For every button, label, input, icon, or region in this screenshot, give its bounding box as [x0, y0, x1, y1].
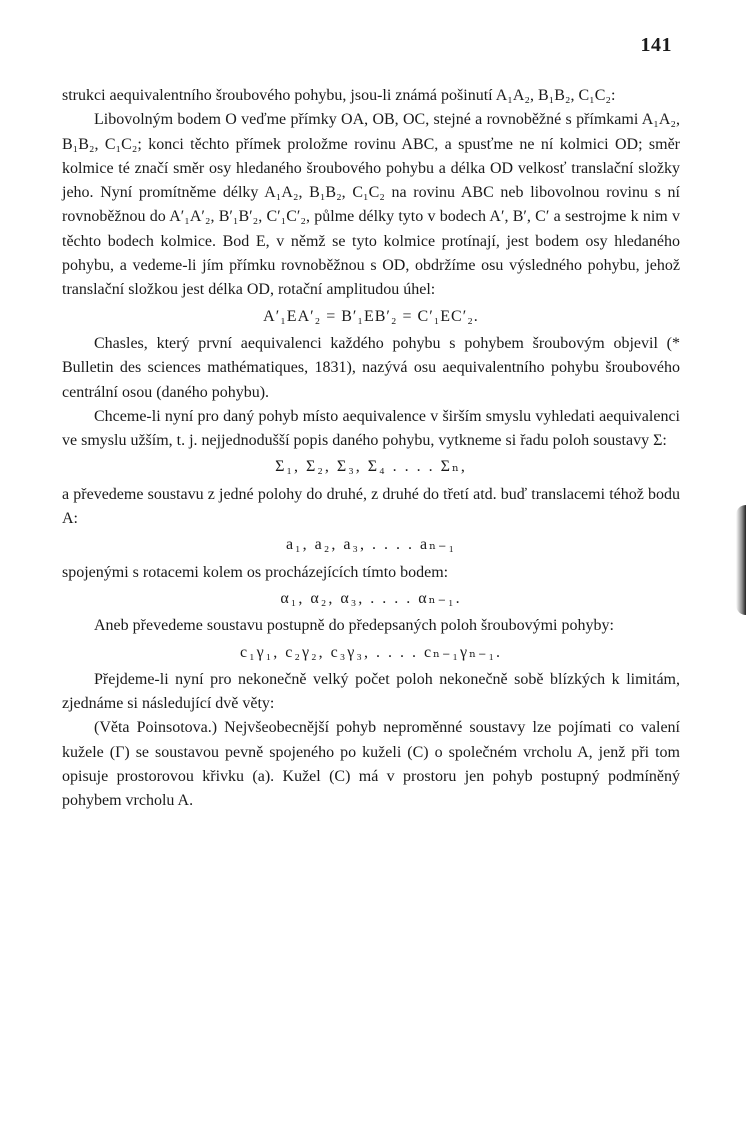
paragraph: spojenými s rotacemi kolem os procházejících tímto bodem: — [62, 563, 449, 581]
formula-line: Σ₁, Σ₂, Σ₃, Σ₄ . . . . Σₙ, — [275, 458, 467, 476]
paragraph: Aneb převedeme soustavu postupně do předepsaných poloh šroubovými pohyby: — [94, 617, 614, 635]
page-body — [62, 84, 680, 814]
formula-line: c₁γ₁, c₂γ₂, c₃γ₃, . . . . cₙ₋₁γₙ₋₁. — [239, 643, 503, 661]
page-number: 141 — [640, 34, 672, 56]
paragraph: Chceme-li nyní pro daný pohyb místo aequivalence v širším smyslu vyhledati aequivalenci ve smyslu užším, t. j. nejjednodušší popis daného pohybu, vytkneme si řadu poloh soustavy Σ: — [62, 407, 680, 450]
paragraph: Chasles, který první aequivalenci každého pohybu s pohybem šroubovým objevil (* Bulletin des sciences mathématiques, 1831), nazývá osu aequivalentního pohybu šroubového centrální osou (daného pohybu). — [62, 334, 680, 401]
paragraph: a převedeme soustavu z jedné polohy do druhé, z druhé do třetí atd. buď translacemi téhož bodu A: — [62, 485, 680, 528]
paragraph: (Věta Poinsotova.) Nejvšeobecnější pohyb neproměnné soustavy lze pojímati co valení kužele (Γ) se soustavou pevně spojeného po kuželi (C) o společném vrcholu A, jenž při tom opisuje prostorovou křivku (a). Kužel (C) má v prostoru jen pohyb postupný podmíněný pohybem vrcholu A. — [62, 719, 680, 810]
formula-line: A′₁EA′₂ = B′₁EB′₂ = C′₁EC′₂. — [263, 307, 479, 325]
formula-line: α₁, α₂, α₃, . . . . αₙ₋₁. — [280, 589, 462, 607]
formula-line: a₁, a₂, a₃, . . . . aₙ₋₁ — [285, 536, 457, 554]
paragraph: Libovolným bodem O veďme přímky OA, OB, OC, stejné a rovnoběžné s přímkami A₁A₂, B₁B₂, C₁C₂; konci těchto přímek proložme rovinu ABC, a spusťme ne ní kolmici OD; směr kolmice té značí směr osy hledaného šroubového pohybu a délka OD velkosť translační složky jeho. Nyní promítněme délky A₁A₂, B₁B₂, C₁C₂ na rovinu ABC neb libovolnou rovinu s ní rovnoběžnou do A′₁A′₂, B′₁B′₂, C′₁C′₂, půlme délky tyto v bodech A′, B′, C′ a sestrojme k nim v těchto bodech kolmice. Bod E, v němž se tyto kolmice protínají, jest bodem osy hledaného pohybu, a vedeme-li jím přímku rovnoběžnou s OD, obdržíme osu výsledného pohybu, jehož translační složkou jest délka OD, rotační amplitudou úhel: — [62, 111, 680, 299]
paragraph: Přejdeme-li nyní pro nekonečně velký počet poloh nekonečně sobě blízkých k limitám, zjednáme si následující dvě věty: — [62, 670, 680, 713]
paragraph: strukci aequivalentního šroubového pohybu, jsou-li známá pošinutí A₁A₂, B₁B₂, C₁C₂: — [62, 87, 616, 104]
page-edge-shadow — [736, 505, 746, 615]
